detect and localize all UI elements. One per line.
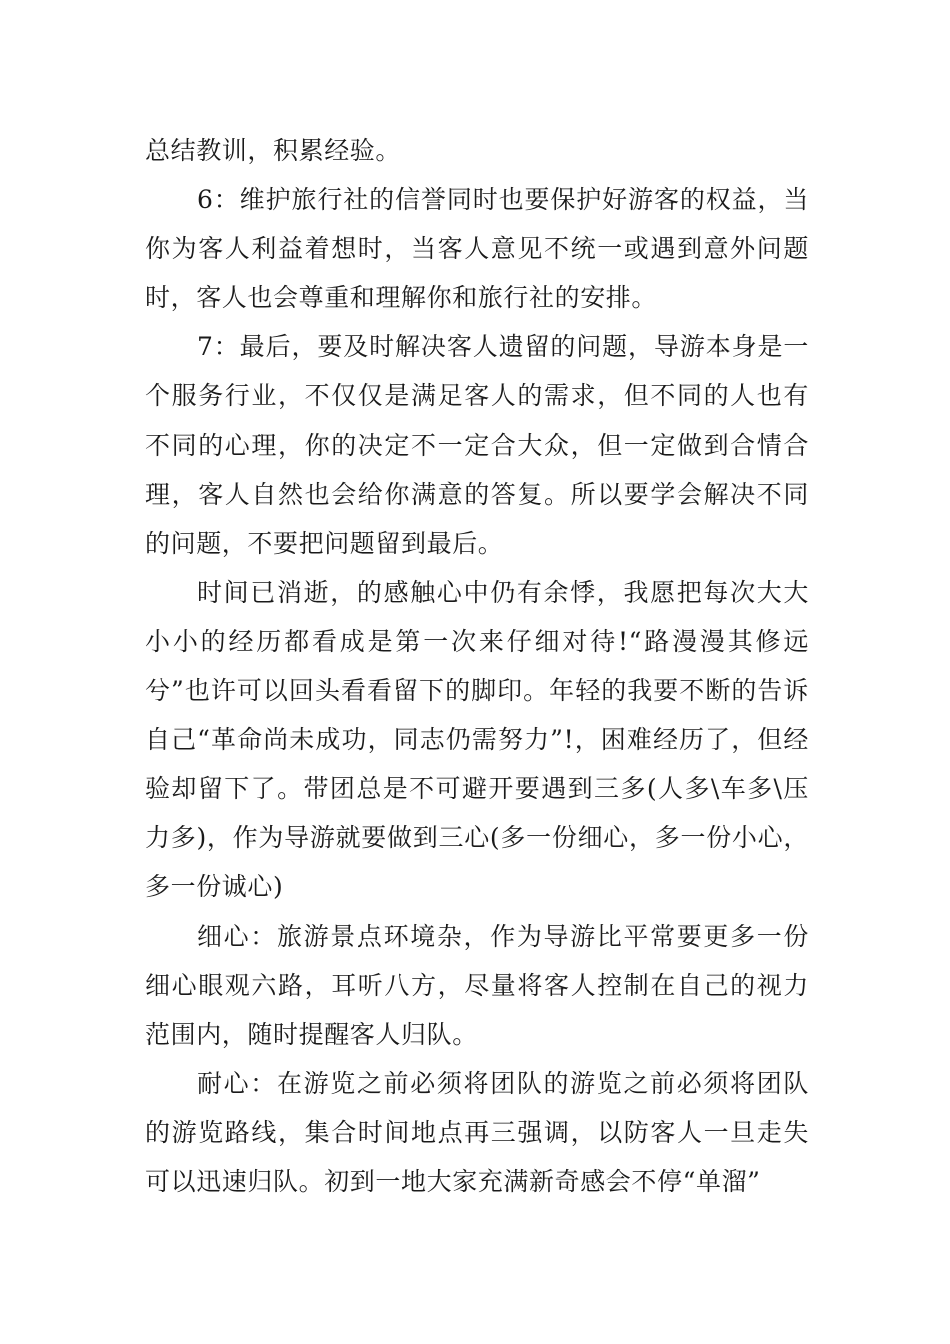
document-body [145, 126, 809, 1206]
paragraph-item-7: 7：最后，要及时解决客人遗留的问题，导游本身是一个服务行业，不仅仅是满足客人的需求，但不同的人也有不同的心理，你的决定不一定合大众，但一定做到合情合理，客人自然也会给你满意的答复。所以要学会解决不同的问题，不要把问题留到最后。 [145, 332, 809, 558]
paragraph-reflection: 时间已消逝，的感触心中仍有余悸，我愿把每次大大小小的经历都看成是第一次来仔细对待!“路漫漫其修远兮”也许可以回头看看留下的脚印。年轻的我要不断的告诉自己“革命尚未成功，同志仍需努力”!，困难经历了，但经验却留下了。带团总是不可避开要遇到三多(人多\车多\压力多)，作为导游就要做到三心(多一份细心，多一份小心，多一份诚心) [145, 577, 809, 902]
paragraph-item-6: 6：维护旅行社的信誉同时也要保护好游客的权益，当你为客人利益着想时，当客人意见不统一或遇到意外问题时，客人也会尊重和理解你和旅行社的安排。 [145, 185, 809, 313]
paragraph-carefulness: 细心：旅游景点环境杂，作为导游比平常要更多一份细心眼观六路，耳听八方，尽量将客人控制在自己的视力范围内，随时提醒客人归队。 [145, 921, 809, 1049]
paragraph-patience: 耐心：在游览之前必须将团队的游览之前必须将团队的游览路线，集合时间地点再三强调，以防客人一旦走失可以迅速归队。初到一地大家充满新奇感会不停“单溜” [145, 1068, 809, 1196]
paragraph-summary: 总结教训，积累经验。 [145, 136, 402, 165]
